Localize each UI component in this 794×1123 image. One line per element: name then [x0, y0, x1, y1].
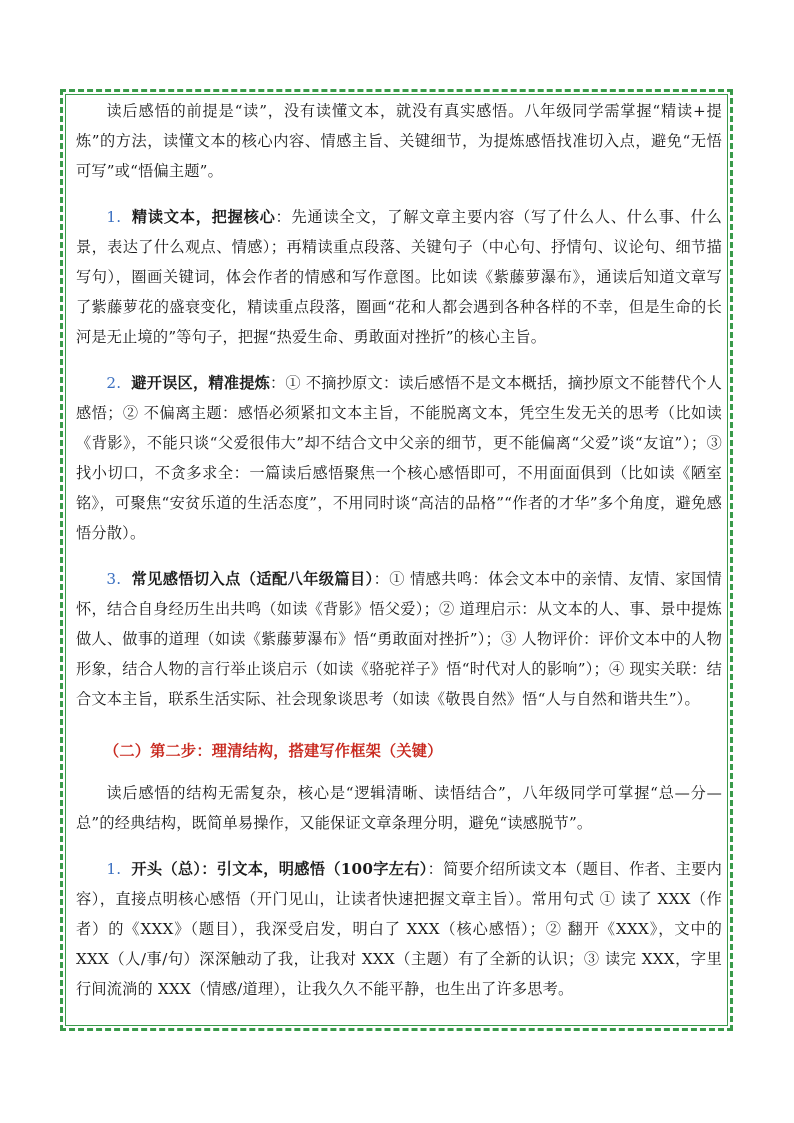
list-number: 1. [106, 860, 122, 878]
list-item-step2-1 [76, 854, 722, 1004]
list-item-step1-3 [76, 564, 722, 714]
list-item-text: ：简要介绍所读文本（题目、作者、主要内容），直接点明核心感悟（开门见山，让读者快速把握文章主旨）。常用句式 ① 读了 XXX（作者）的《XXX》（题目），我深受启发，明白了 XXX（核心感悟）；② 翻开《XXX》，文中的 XXX（人/事/句）深深触动了我，让我对 XXX（主题）有了全新的认识；③ 读完 XXX，字里行间流淌的 XXX（情感/道理），让我久久不能平静，也生出了许多思考。 [76, 860, 722, 998]
list-item-text: ：先通读全文，了解文章主要内容（写了什么人、什么事、什么景，表达了什么观点、情感）；再精读重点段落、关键句子（中心句、抒情句、议论句、细节描写句），圈画关键词，体会作者的情感和写作意图。比如读《紫藤萝瀑布》，通读后知道文章写了紫藤萝花的盛衰变化，精读重点段落，圈画“花和人都会遇到各种各样的不幸，但是生命的长河是无止境的”等句子，把握“热爱生命、勇敢面对挫折”的核心主旨。 [76, 208, 722, 346]
list-number: 2. [106, 374, 122, 392]
section-heading-step2: （二）第二步：理清结构，搭建写作框架（关键） [104, 742, 443, 760]
list-item-title: 避开误区，精准提炼 [131, 374, 271, 392]
document-body [76, 96, 722, 1004]
list-item-title: 开头（总）：引文本，明感悟（100字左右） [131, 860, 428, 878]
list-item-text: ：① 情感共鸣：体会文本中的亲情、友情、家国情怀，结合自身经历生出共鸣（如读《背影》悟父爱）；② 道理启示：从文本的人、事、景中提炼做人、做事的道理（如读《紫藤萝瀑布》悟“勇敢面对挫折”）；③ 人物评价：评价文本中的人物形象，结合人物的言行举止谈启示（如读《骆驼祥子》悟“时代对人的影响”）；④ 现实关联：结合文本主旨，联系生活实际、社会现象谈思考（如读《敬畏自然》悟“人与自然和谐共生”）。 [76, 570, 722, 708]
list-number: 3. [106, 570, 122, 588]
list-item-text: ：① 不摘抄原文：读后感悟不是文本概括，摘抄原文不能替代个人感悟；② 不偏离主题：感悟必须紧扣文本主旨，不能脱离文本，凭空生发无关的思考（比如读《背影》，不能只谈“父爱很伟大”却不结合文中父亲的细节，更不能偏离“父爱”谈“友谊”）；③ 找小切口，不贪多求全：一篇读后感悟聚焦一个核心感悟即可，不用面面俱到（比如读《陋室铭》，可聚焦“安贫乐道的生活态度”，不用同时谈“高洁的品格”“作者的才华”多个角度，避免感悟分散）。 [76, 374, 722, 542]
list-item-step1-2 [76, 368, 722, 548]
list-item-step1-1 [76, 202, 722, 352]
list-number: 1. [106, 208, 122, 226]
intro-paragraph: 读后感悟的前提是“读”，没有读懂文本，就没有真实感悟。八年级同学需掌握“精读+提炼”的方法，读懂文本的核心内容、情感主旨、关键细节，为提炼感悟找准切入点，避免“无悟可写”或“悟偏主题”。 [76, 102, 722, 180]
list-item-title: 常见感悟切入点（适配八年级篇目） [131, 570, 374, 588]
section2-intro-paragraph: 读后感悟的结构无需复杂，核心是“逻辑清晰、读悟结合”，八年级同学可掌握“总—分—总”的经典结构，既简单易操作，又能保证文章条理分明，避免“读感脱节”。 [76, 784, 722, 832]
list-item-title: 精读文本，把握核心 [131, 208, 276, 226]
